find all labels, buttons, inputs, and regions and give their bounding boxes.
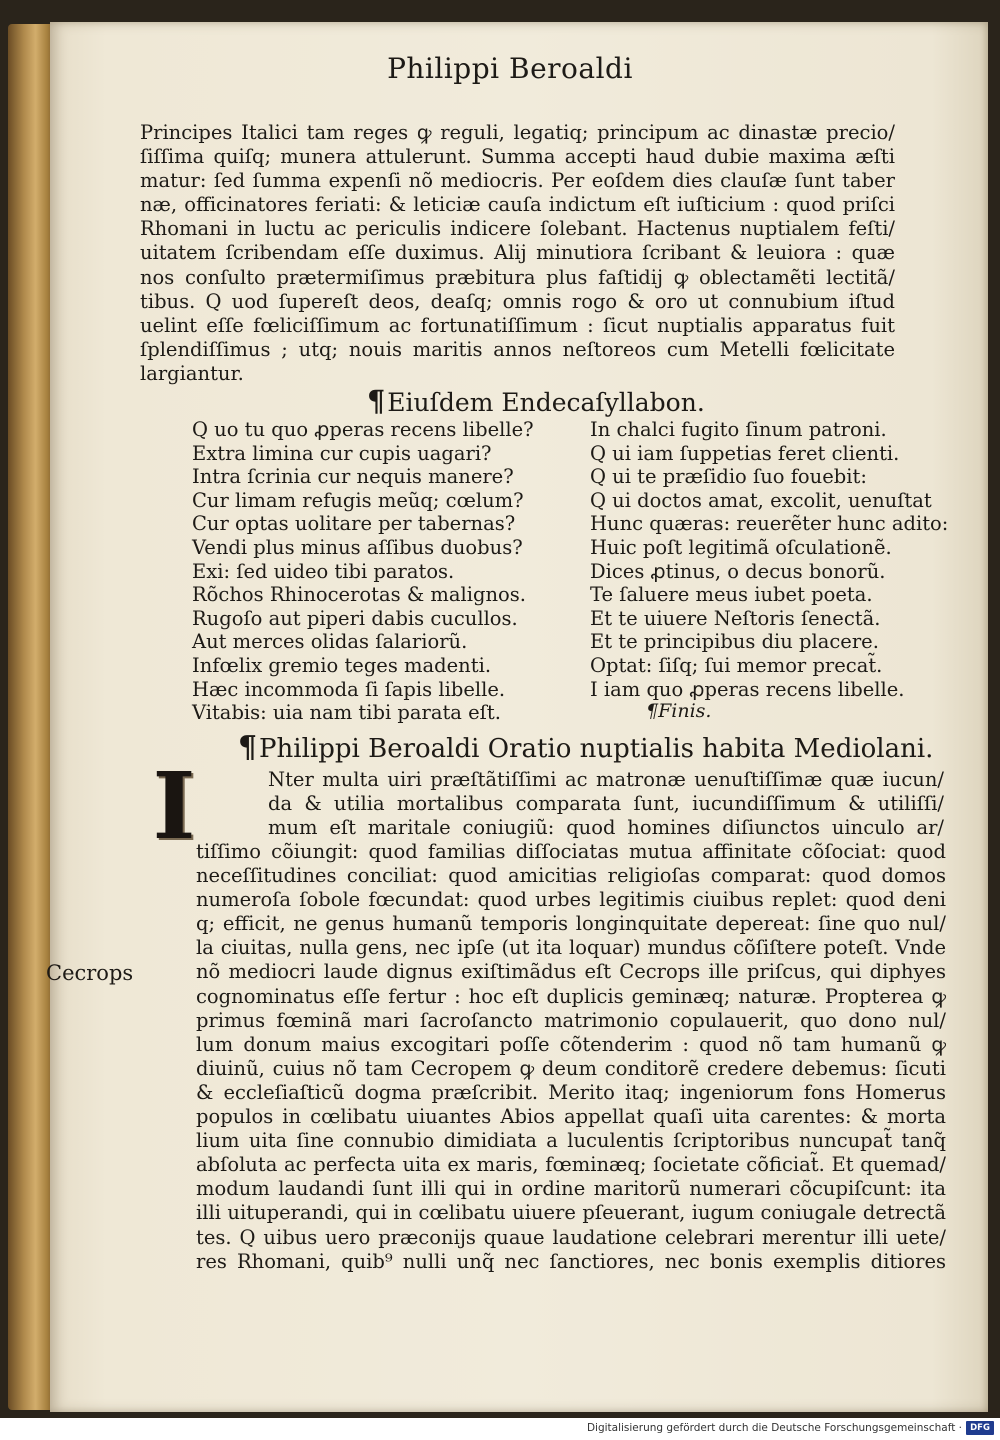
text-line: cognominatus eſſe fertur : hoc eſt duplicis geminæq; naturæ. Propterea ꝙ	[196, 984, 946, 1008]
text-line: la ciuitas, nulla gens, nec ipſe (ut ita loquar) mundus cõſiſtere poteſt. Vnde	[196, 936, 946, 960]
footer-bar	[0, 1418, 1000, 1440]
verse-line: Cur limam refugis meũq; cœlum?	[192, 488, 524, 512]
verse-line: I iam quo ꝓperas recens libelle.	[590, 677, 905, 701]
verse-line: Et te principibus diu placere.	[590, 630, 879, 654]
text-line: ſiſſima quiſq; munera attulerunt. Summa accepti haud dubie maxima æſti	[140, 145, 895, 169]
text-line: tiſſimo cõiungit: quod familias diſſociatas mutua affinitate cõſociat: quod	[196, 840, 946, 863]
verse-line: Huic poſt legitimã oſculationẽ.	[590, 535, 892, 559]
text-line: Rhomani in luctu ac periculis indicere ſolebant. Hactenus nuptialem feſti/	[140, 217, 895, 241]
footer-credit: Digitalisierung gefördert durch die Deutsche Forschungsgemeinschaft ·	[586, 1422, 962, 1434]
verse-line: Vendi plus minus aſſibus duobus?	[192, 535, 523, 559]
poem-heading	[367, 384, 705, 418]
verse-line: Dices ꝓtinus, o decus bonorũ.	[590, 559, 886, 583]
text-line: ſplendiſſimus ; utq; nouis maritis annos neſtoreos cum Metelli fœlicitate	[140, 337, 895, 361]
verse-line: Vitabis: uia nam tibi parata eſt.	[192, 701, 501, 725]
text-line: res Rhomani, quib⁹ nulli unq̃ nec ſanctiores, nec bonis exemplis ditiores	[196, 1249, 946, 1273]
text-line: Nter multa uiri præſtãtiſſimi ac matronæ uenuſtiſſimæ quæ iucun/	[268, 768, 944, 791]
verse-line: Rõchos Rhinocerotas & malignos.	[192, 583, 526, 607]
verse-line: Q ui te præſidio ſuo fouebit:	[590, 465, 867, 489]
drop-cap-initial: I	[152, 752, 196, 860]
text-line: neceſſitudines conciliat: quod amicitias religioſas comparat: quod domos	[196, 864, 946, 888]
text-line: mum eſt maritale coniugiũ: quod homines diſiunctos uinculo ar/	[268, 816, 944, 840]
text-line: da & utilia mortalibus comparata ſunt, iucundiſſimum & utiliſſi/	[268, 792, 944, 816]
book-fore-edge	[8, 24, 54, 1410]
verse-line: Infœlix gremio teges madenti.	[192, 653, 492, 677]
margin-note-cecrops: Cecrops	[46, 961, 134, 985]
text-line: lum donum maius excogitari poſſe cõtenderim : quod nõ tam humanũ ꝙ	[196, 1032, 946, 1056]
verse-line: Hæc incommoda ſi ſapis libelle.	[192, 677, 506, 701]
text-line: populos in cœlibatu uiuantes Abios appellat quaſi uita carentes: & morta	[196, 1105, 946, 1129]
text-line: nos conſulto prætermiſimus præbitura plus faſtidij ꝙ oblectamẽti lectitã/	[140, 265, 895, 289]
oration-heading	[238, 730, 933, 765]
verse-line: Aut merces olidas ſalariorũ.	[192, 630, 468, 654]
opening-paragraph	[140, 121, 895, 386]
text-line: numeroſa ſobole fœcundat: quod urbes legitimis ciuibus replet: quod deni	[196, 888, 946, 912]
poem-left-column	[192, 418, 534, 725]
text-line: matur: ſed ſumma expenſi nõ mediocris. Per eoſdem dies clauſæ ſunt taber	[140, 169, 895, 193]
pilcrow-icon: ¶	[238, 730, 258, 765]
verse-line: Intra ſcrinia cur nequis manere?	[192, 465, 514, 489]
oration-body	[196, 840, 946, 1274]
text-line: tes. Q uibus uero præconijs quaue laudatione celebrari merentur illi uete/	[196, 1225, 946, 1249]
verse-line: Exi: ſed uideo tibi paratos.	[192, 559, 455, 583]
text-line: næ, officinatores feriati: & leticiæ cauſa indictum eſt iuſticium : quod priſci	[140, 193, 895, 217]
verse-line: Cur optas uolitare per tabernas?	[192, 512, 516, 536]
verse-line: Extra limina cur cupis uagari?	[192, 441, 492, 465]
text-line: uitatem ſcribendam eſſe duximus. Alij minutiora ſcribant & leuiora : quæ	[140, 241, 895, 265]
verse-line: Hunc quæras: reuerẽter hunc adito:	[590, 512, 949, 536]
text-line: largiantur.	[140, 361, 244, 385]
text-line: & eccleſiaſticũ dogma præſcribit. Merito itaq; ingeniorum fons Homerus	[196, 1080, 946, 1104]
finis-label	[646, 700, 711, 722]
oration-indented-lines	[268, 768, 944, 840]
verse-line: Q ui doctos amat, excolit, uenuſtat	[590, 488, 932, 512]
text-line: tibus. Q uod ſupereſt deos, deaſq; omnis rogo & oro ut connubium iſtud	[140, 289, 895, 313]
poem-right-column	[590, 418, 948, 701]
text-line: uelint eſſe fœliciſſimum ac fortunatiſſimum : ſicut nuptialis apparatus fuit	[140, 313, 895, 337]
verse-line: Et te uiuere Neſtoris ſenectã.	[590, 606, 881, 630]
verse-line: Optat: ſiſq; ſui memor precat̃.	[590, 653, 883, 677]
poem-heading-text: Eiuſdem Endecaſyllabon.	[387, 388, 705, 417]
text-line: primus fœminã mari ſacroſancto matrimonio copulauerit, quo dono nul/	[196, 1008, 946, 1032]
text-line: illi uituperandi, qui in cœlibatu uiuere pſeuerant, iugum coniugale detrectã	[196, 1201, 946, 1225]
running-head: Philippi Beroaldi	[387, 52, 633, 85]
dfg-logo: DFG	[966, 1421, 994, 1435]
oration-heading-text: Philippi Beroaldi Oratio nuptialis habita Mediolani.	[259, 734, 934, 764]
text-line: modum laudandi ſunt illi qui in ordine maritorũ numerari cõcupiſcunt: ita	[196, 1177, 946, 1201]
text-line: abſoluta ac perfecta uita ex maris, fœminæq; ſocietate cõficiat̃. Et quemad/	[196, 1153, 946, 1177]
text-line: q; efficit, ne genus humanũ temporis longinquitate depereat: ſine quo nul/	[196, 912, 946, 936]
pilcrow-icon: ¶	[646, 700, 659, 722]
finis-text: Finis.	[658, 700, 712, 722]
pilcrow-icon: ¶	[367, 384, 386, 418]
verse-line: Rugoſo aut piperi dabis cucullos.	[192, 606, 518, 630]
text-line: diuinũ, cuius nõ tam Cecropem ꝙ deum conditorẽ credere debemus: ſicuti	[196, 1056, 946, 1080]
verse-line: Te ſaluere meus iubet poeta.	[590, 583, 873, 607]
verse-line: Q uo tu quo ꝓperas recens libelle?	[192, 418, 534, 441]
text-line: nõ mediocri laude dignus exiſtimãdus eſt Cecrops ille priſcus, qui diphyes	[196, 960, 946, 984]
text-line: lium uita ſine connubio dimidiata a luculentis ſcriptoribus nuncupat̃ tanq̃	[196, 1129, 946, 1153]
verse-line: In chalci fugito ſinum patroni.	[590, 418, 887, 441]
text-line: Principes Italici tam reges ꝙ reguli, legatiq; principum ac dinastæ precio/	[140, 121, 895, 144]
verse-line: Q ui iam ſuppetias feret clienti.	[590, 441, 900, 465]
